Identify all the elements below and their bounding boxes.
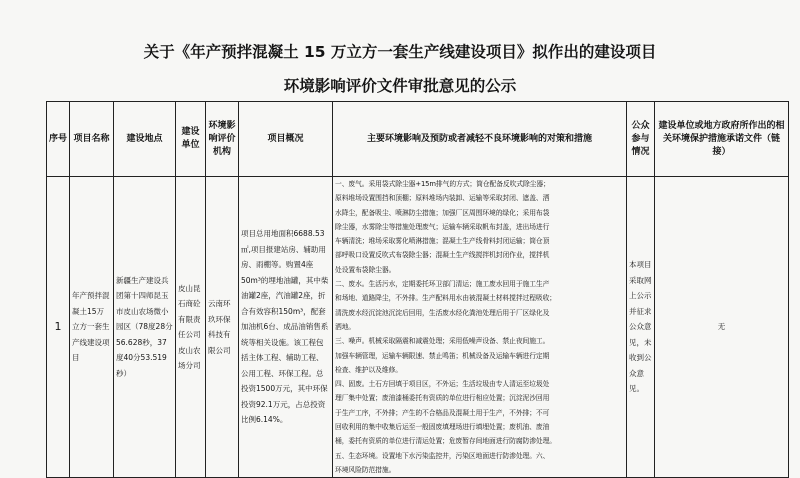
header-seq: 序号 xyxy=(47,102,70,177)
header-builder: 建设单位 xyxy=(176,102,206,177)
header-measures: 主要环境影响及预防或者减轻不良环境影响的对策和措施 xyxy=(333,102,627,177)
measures-line: 原料堆场设置围挡和顶棚；原料堆场内装卸、运输等采取封闭、遮盖、洒 xyxy=(335,194,550,203)
measures-line: 一、废气。采用袋式除尘器+15m排气的方式；筒仓配备反吹式除尘器； xyxy=(335,180,550,188)
page-title-line2: 环境影响评价文件审批意见的公示 xyxy=(283,77,517,95)
header-overview: 项目概况 xyxy=(239,102,333,177)
measures-line: 二、废水。生活污水，定期委托环卫部门清运；施工废水回用于施工生产 xyxy=(335,280,550,289)
header-row xyxy=(47,102,789,177)
cell-project-name: 年产预拌混凝土15万立方一套生产线建设项目 xyxy=(70,177,114,478)
cell-measures xyxy=(333,177,627,478)
measures-line: 清洗废水经沉淀池沉淀后回用，生活废水经化粪池处理后用于厂区绿化及 xyxy=(335,308,550,317)
header-location: 建设地点 xyxy=(114,102,176,177)
measures-line: 洒地。 xyxy=(335,322,356,331)
measures-line: 处设置布袋除尘器。 xyxy=(335,265,396,274)
measures-line: 车辆清洗；堆场采取雾化喷淋措施；混凝土生产线骨料封闭运输；筒仓顶 xyxy=(335,237,550,246)
measures-line: 五、生态环境。设置地下水污染监控井，污染区地面进行防渗处理。六、 xyxy=(335,451,550,460)
header-project-name: 项目名称 xyxy=(70,102,114,177)
measures-line: 检查、维护以及维修。 xyxy=(335,365,402,374)
cell-commitment: 无 xyxy=(655,177,789,478)
cell-overview: 项目总用地面积6688.53㎡,项目报建站房、辅助用房、雨棚等。购置4座50m³的埋地油罐，其中柴油罐2座，汽油罐2座，折合有效容积150m³，配套加油机6台、成品油销售系统等相关设施。该工程包括主体工程、辅助工程、公用工程、环保工程。总投资1500万元，其中环保投资92.1万元，占总投资比例6.14%。 xyxy=(239,177,333,478)
cell-participation: 本项目采取网上公示并征求公众意见，未收到公众意见。 xyxy=(627,177,655,478)
measures-line: 水降尘，配备吸尘、喷淋防尘措施；加强厂区周围环境的绿化；采用布袋 xyxy=(335,208,550,217)
measures-line: 桶，委托有资质的单位进行清运处置；危废暂存间地面进行防腐防渗处理。 xyxy=(335,437,556,446)
measures-line: 四、固废。土石方回填于项目区，不外运；生活垃圾由专人清运至垃圾处 xyxy=(335,380,550,389)
measures-line: 回收利用的集中收集后运至一般固废填埋场进行填埋处置；废机油、废油 xyxy=(335,423,550,432)
measures-line: 环境风险防范措施。 xyxy=(335,465,396,474)
cell-seq: 1 xyxy=(47,177,70,478)
measures-line: 三、噪声。机械采取隔震和减震处理；采用低噪声设备、禁止夜间施工。 xyxy=(335,337,550,346)
approval-table xyxy=(46,101,789,478)
header-commitment: 建设单位或地方政府所作出的相关环境保护措施承诺文件（链接） xyxy=(655,102,789,177)
measures-line: 于生产工序，不外排；产生的不合格品及混凝土用于生产，不外排；不可 xyxy=(335,408,550,417)
measures-line: 加强车辆管理，运输车辆限速、禁止鸣笛；机械设备及运输车辆进行定期 xyxy=(335,351,550,360)
header-participation: 公众参与情况 xyxy=(627,102,655,177)
page-title-line1: 关于《年产预拌混凝土 15 万立方一套生产线建设项目》拟作出的建设项目 xyxy=(143,43,657,61)
measures-line: 和场地、道路降尘，不外排。生产配料用水由被混凝土材料搅拌过程吸收； xyxy=(335,294,556,303)
measures-line: 部呼吸口设置反吹式布袋除尘器；混凝土生产线搅拌机封闭作业，搅拌机 xyxy=(335,251,550,260)
cell-eia-org: 云南环玖环保科技有限公司 xyxy=(206,177,239,478)
header-eia-org: 环境影响评价机构 xyxy=(206,102,239,177)
cell-builder: 皮山昆石商砼有限责任公司皮山农场分司 xyxy=(176,177,206,478)
table-row xyxy=(47,177,789,478)
measures-line: 除尘器，水雾除尘等措施处理废气；运输车辆采取帆布封盖，进出场进行 xyxy=(335,222,550,231)
cell-location: 新疆生产建设兵团第十四师昆玉市皮山农场微小园区（78度28分56.628秒，37度40分53.519秒） xyxy=(114,177,176,478)
measures-line: 理厂集中处置；废油漆桶委托有资质的单位进行相应处置；沉淀泥沙回用 xyxy=(335,394,550,403)
